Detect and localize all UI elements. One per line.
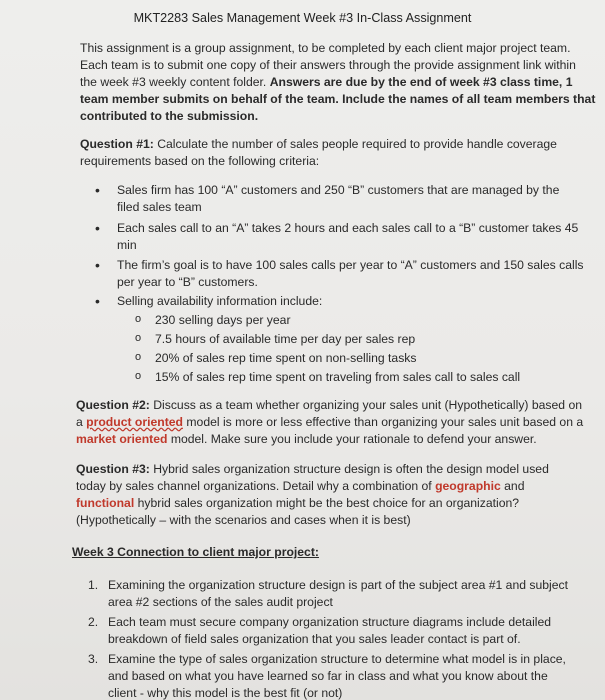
availability-subitem: o 7.5 hours of available time per day per sales rep <box>155 331 415 348</box>
intro-due-text: Answers are due by the end of week #3 class time, 1 <box>269 75 573 89</box>
q1-line: requirements based on the following criteria: <box>80 154 320 168</box>
q3-line <box>76 478 586 495</box>
item-line: Each team must secure company organization structure diagrams include detailed <box>108 615 552 629</box>
q1-text: Calculate the number of sales people required to provide handle coverage <box>153 137 557 151</box>
question-2 <box>76 397 586 448</box>
q1-label: Question #1: <box>80 137 154 151</box>
bullet-line: min <box>117 238 137 252</box>
product-oriented-term: product oriented <box>86 415 183 429</box>
week3-item <box>88 651 588 700</box>
item-line: area #2 sections of the sales audit project <box>108 595 333 609</box>
bullet-line: • Each sales call to an “A” takes 2 hours and each sales call to a “B” customer takes 45 <box>117 221 579 235</box>
item-number: 3. <box>88 652 99 666</box>
question-1 <box>80 136 590 170</box>
bullet-line: filed sales team <box>117 200 202 214</box>
availability-subitem: o 20% of sales rep time spent on non-selling tasks <box>155 350 417 367</box>
week3-item <box>88 577 588 611</box>
intro-line: contributed to the submission. <box>80 109 259 123</box>
q2-line <box>76 431 586 448</box>
item-line: Examine the type of sales organization structure to determine what model is in place, <box>108 652 566 666</box>
bullet-line: per year to “B” customers. <box>117 275 258 289</box>
q3-label: Question #3: <box>76 462 150 476</box>
q3-line <box>76 495 586 512</box>
question-3 <box>76 461 586 529</box>
availability-subitem: o 230 selling days per year <box>155 312 291 329</box>
q2-line <box>76 414 586 431</box>
item-line: Examining the organization structure design is part of the subject area #1 and subject <box>108 578 569 592</box>
intro-text: the week #3 weekly content folder. <box>80 75 270 89</box>
q3-text: today by sales channel organizations. Detail why a combination of <box>76 479 436 493</box>
q2-line <box>76 397 586 414</box>
intro-line: Each team is to submit one copy of their answers through the provide assignment link within <box>80 58 576 72</box>
q2-label: Question #2: <box>76 398 150 412</box>
intro-paragraph <box>80 40 596 125</box>
market-oriented-term: market oriented <box>76 432 168 446</box>
q3-line <box>76 461 586 478</box>
geographic-term: geographic <box>435 479 501 493</box>
functional-term: functional <box>76 496 135 510</box>
item-line: and based on what you have learned so far in class and what you know about the <box>108 669 548 683</box>
q2-text: model. Make sure you include your rationale to defend your answer. <box>167 432 537 446</box>
q3-text: and <box>500 479 525 493</box>
page-title: MKT2283 Sales Management Week #3 In-Class Assignment <box>133 11 472 25</box>
criteria-bullet <box>117 257 587 291</box>
week3-heading <box>72 544 582 561</box>
item-line: breakdown of field sales organization that you sales leader contact is part of. <box>108 632 521 646</box>
q3-text: Hybrid sales organization structure design is often the design model used <box>149 462 549 476</box>
week3-item <box>88 614 588 648</box>
intro-line: This assignment is a group assignment, to be completed by each client major project team. <box>80 41 571 55</box>
intro-line <box>80 74 590 91</box>
item-number: 1. <box>88 578 99 592</box>
item-line: client - why this model is the best fit (or not) <box>108 686 343 700</box>
week3-heading-text: Week 3 Connection to client major project: <box>72 545 319 559</box>
intro-line: team member submits on behalf of the team. Include the names of all team members that <box>80 92 596 106</box>
q3-text: hybrid sales organization might be the best choice for an organization? <box>134 496 520 510</box>
availability-subitem: o 15% of sales rep time spent on traveling from sales call to sales call <box>155 369 520 386</box>
bullet-line: • Sales firm has 100 “A” customers and 250 “B” customers that are managed by the <box>117 183 560 197</box>
criteria-bullet <box>117 182 587 216</box>
item-number: 2. <box>88 615 99 629</box>
q3-line: (Hypothetically – with the scenarios and cases when it is best) <box>76 513 411 527</box>
q2-text: Discuss as a team whether organizing your sales unit (Hypothetically) based on <box>149 398 583 412</box>
criteria-bullet <box>117 220 587 254</box>
q1-line <box>80 136 590 153</box>
bullet-line: • The firm’s goal is to have 100 sales calls per year to “A” customers and 150 sales calls <box>117 258 584 272</box>
q2-text: a <box>76 415 87 429</box>
bullet-line: • Selling availability information include: <box>117 294 323 308</box>
criteria-bullet <box>117 293 587 310</box>
q2-text: model is more or less effective than organizing your sales unit based on a <box>183 415 584 429</box>
